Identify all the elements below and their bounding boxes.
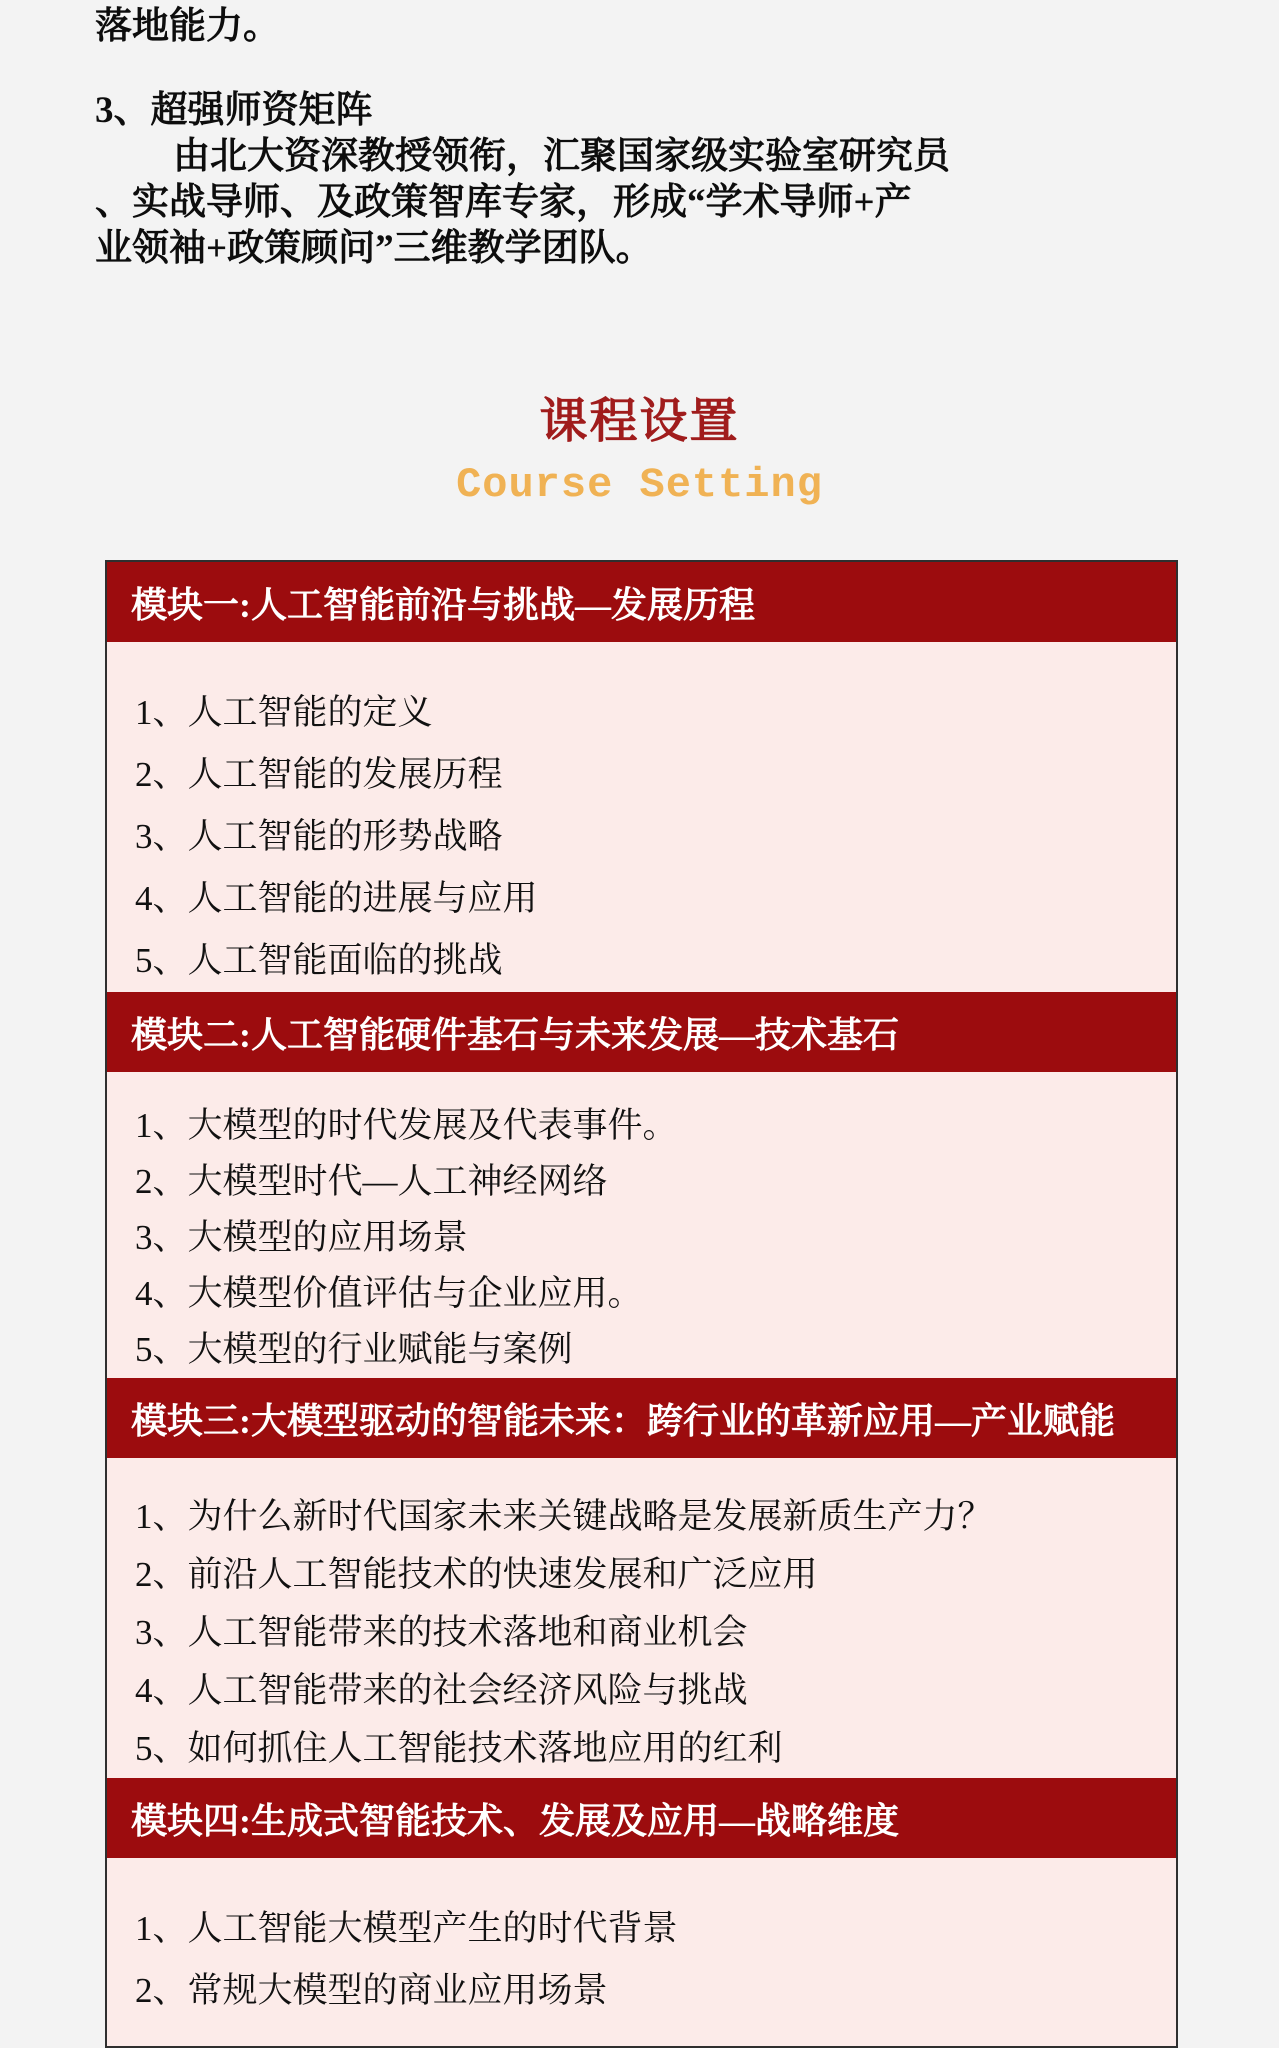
intro-paragraph-line: 、实战导师、及政策智库专家，形成“学术导师+产	[95, 182, 912, 223]
module-item: 5、大模型的行业赋能与案例	[135, 1330, 573, 1369]
module-item: 2、人工智能的发展历程	[135, 755, 503, 794]
module-item: 4、大模型价值评估与企业应用。	[135, 1274, 643, 1313]
module-item: 5、人工智能面临的挑战	[135, 941, 503, 980]
course-modules	[105, 560, 1178, 2048]
module-item: 3、大模型的应用场景	[135, 1218, 468, 1257]
module-3-header: 模块三:大模型驱动的智能未来：跨行业的革新应用—产业赋能	[107, 1378, 1176, 1458]
module-1-body	[107, 642, 1176, 992]
intro-trailing-line: 落地能力。	[95, 6, 280, 47]
module-2	[107, 992, 1176, 1378]
module-item: 1、为什么新时代国家未来关键战略是发展新质生产力？	[135, 1497, 993, 1536]
module-3-body	[107, 1458, 1176, 1778]
module-4-header: 模块四:生成式智能技术、发展及应用—战略维度	[107, 1778, 1176, 1858]
module-4-body	[107, 1858, 1176, 2046]
module-item: 1、人工智能的定义	[135, 693, 433, 732]
module-4	[107, 1778, 1176, 2046]
module-2-body	[107, 1072, 1176, 1378]
module-item: 1、人工智能大模型产生的时代背景	[135, 1909, 678, 1948]
module-item: 3、人工智能的形势战略	[135, 817, 503, 856]
module-item: 2、前沿人工智能技术的快速发展和广泛应用	[135, 1555, 818, 1594]
intro-block	[95, 4, 1219, 272]
section-title: 课程设置	[539, 395, 740, 448]
module-item: 2、大模型时代—人工神经网络	[135, 1162, 608, 1201]
module-item: 3、人工智能带来的技术落地和商业机会	[135, 1613, 748, 1652]
section-subtitle: Course Setting	[456, 461, 823, 509]
module-item: 1、大模型的时代发展及代表事件。	[135, 1106, 678, 1145]
module-item: 2、常规大模型的商业应用场景	[135, 1971, 608, 2010]
module-2-header: 模块二:人工智能硬件基石与未来发展—技术基石	[107, 992, 1176, 1072]
module-item: 4、人工智能的进展与应用	[135, 879, 538, 918]
intro-paragraph-line: 业领袖+政策顾问”三维教学团队。	[95, 228, 653, 269]
module-item: 5、如何抓住人工智能技术落地应用的红利	[135, 1729, 783, 1768]
module-1-header: 模块一:人工智能前沿与挑战—发展历程	[107, 562, 1176, 642]
module-item: 4、人工智能带来的社会经济风险与挑战	[135, 1671, 748, 1710]
module-3	[107, 1378, 1176, 1778]
intro-heading: 3、超强师资矩阵	[95, 90, 373, 131]
intro-paragraph-line: 由北大资深教授领衔，汇聚国家级实验室研究员	[173, 136, 950, 177]
module-1	[107, 562, 1176, 992]
